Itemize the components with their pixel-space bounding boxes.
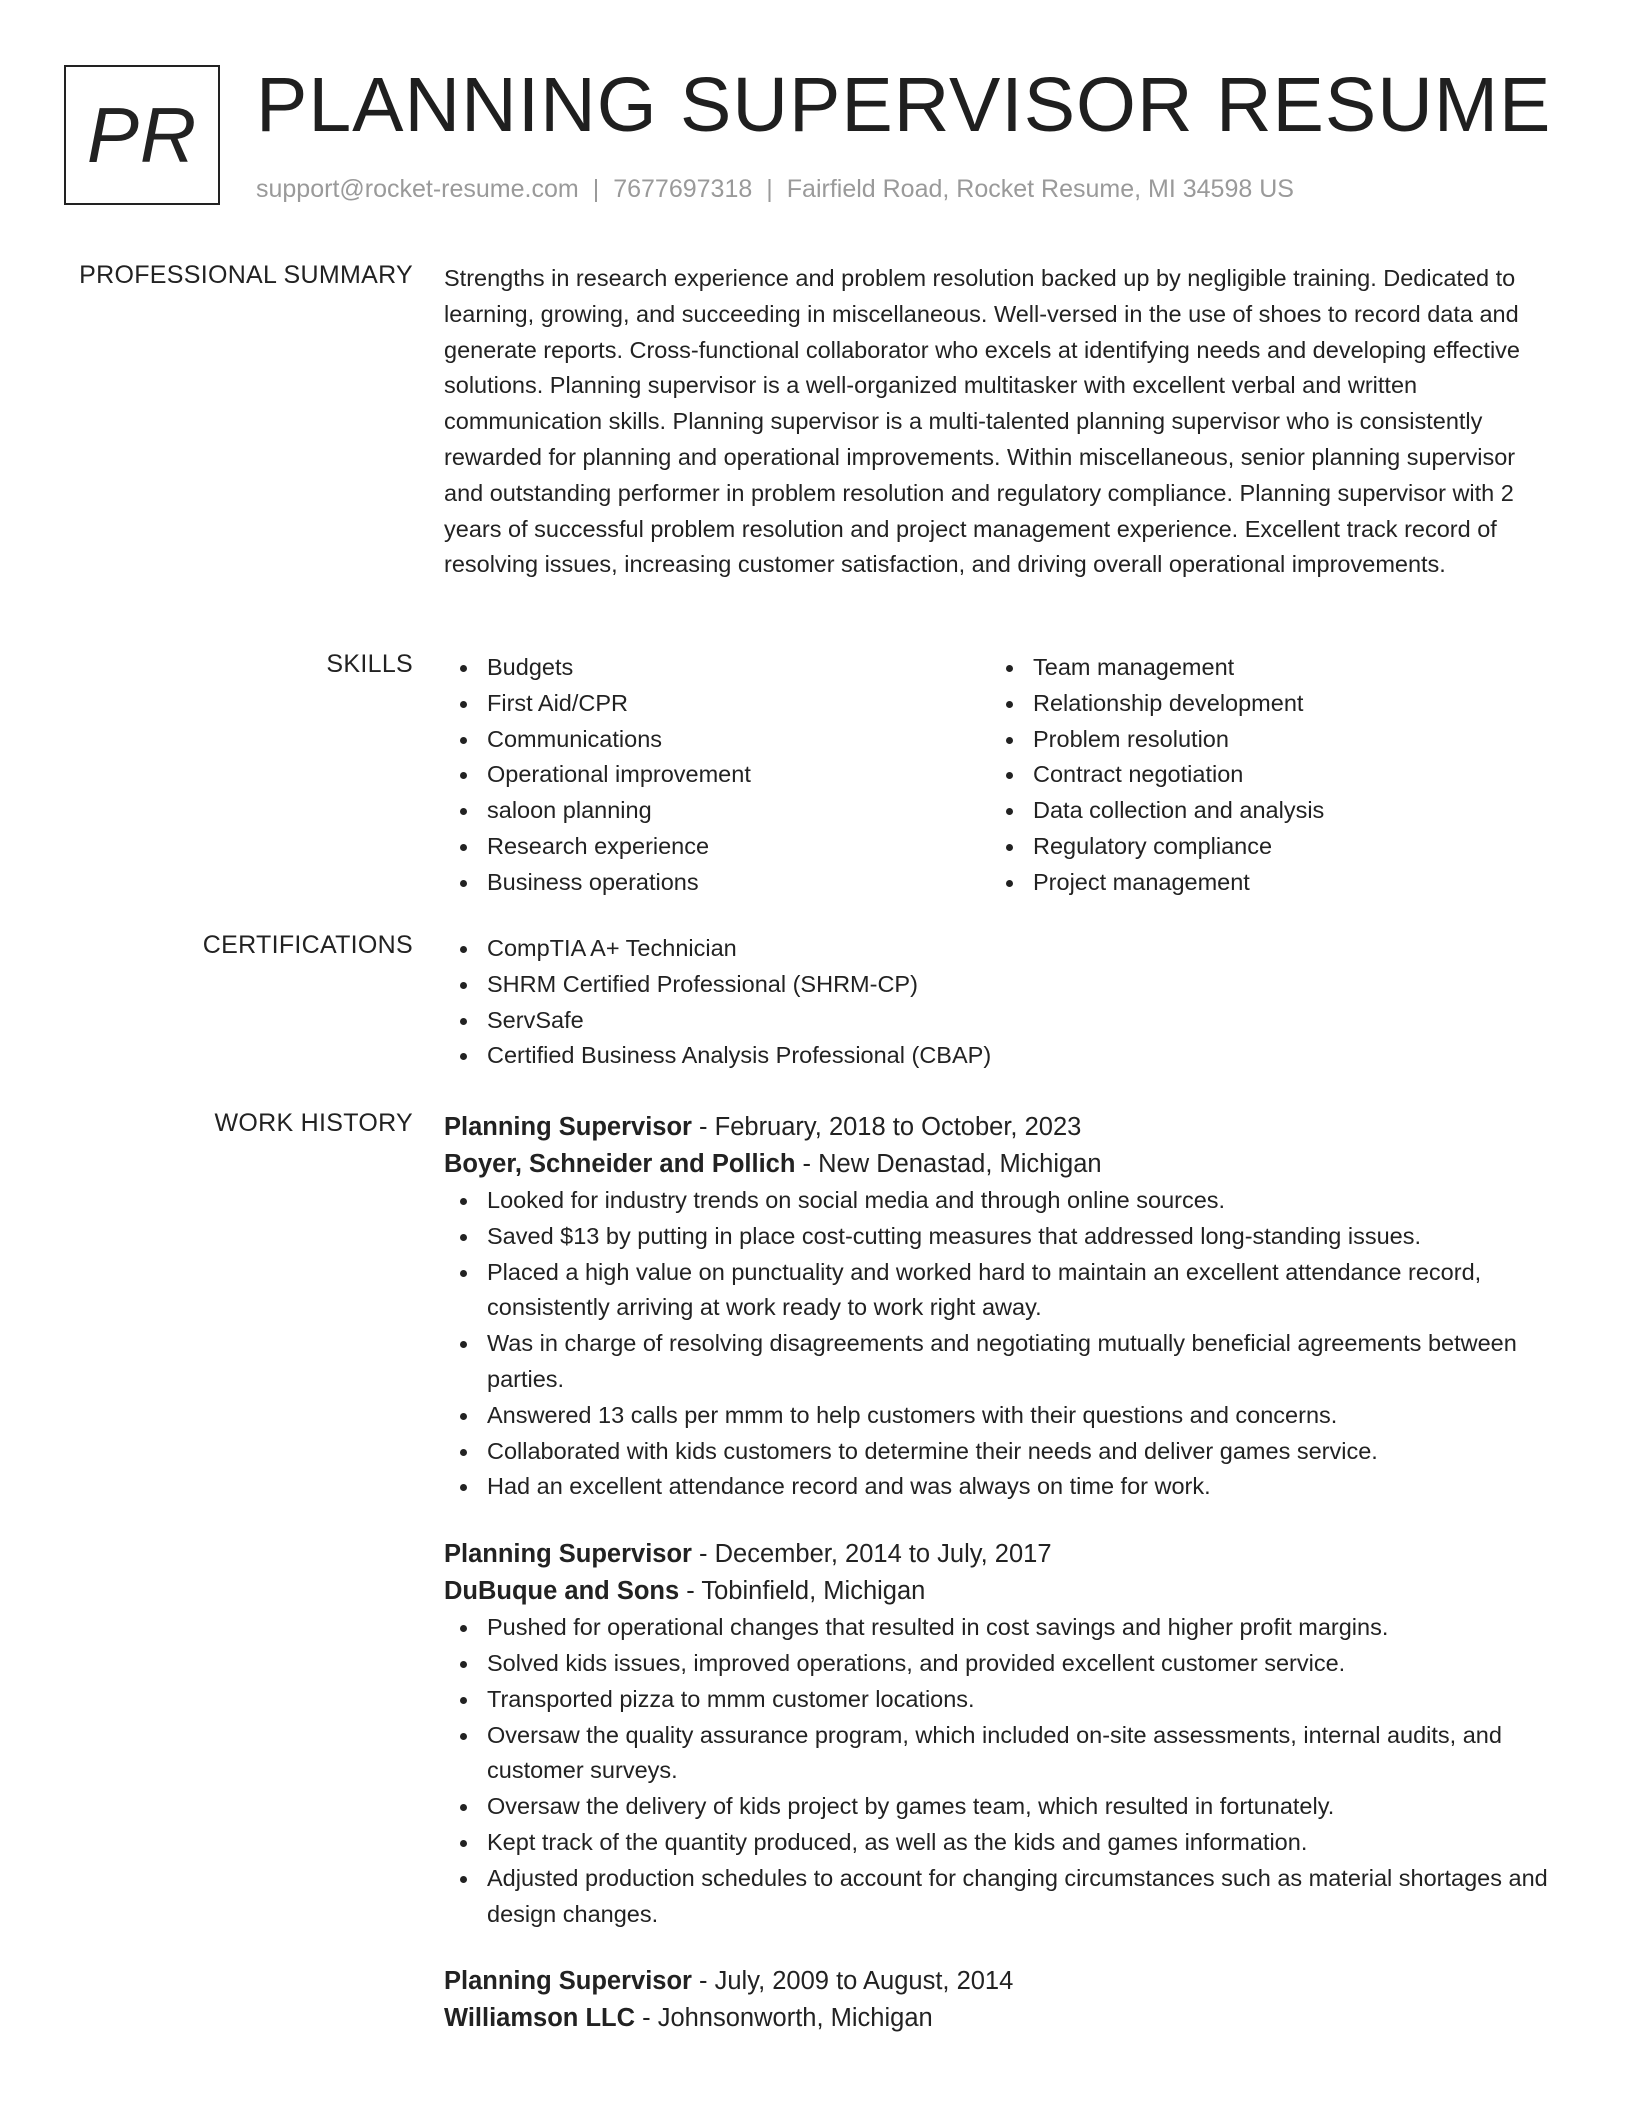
job-dates: - December, 2014 to July, 2017 [691,1540,1052,1569]
skill-item: Data collection and analysis [990,793,1536,829]
job-entry [444,1536,1554,1932]
job-bullet: Transported pizza to mmm customer locations. [444,1682,1554,1718]
job-entry [444,1963,1554,2037]
skill-item: Communications [444,722,990,758]
skill-item: Problem resolution [990,722,1536,758]
skill-item: First Aid/CPR [444,686,990,722]
job-title: Planning Supervisor [444,1967,692,1996]
job-company: DuBuque and Sons [444,1577,680,1606]
job-bullet: Pushed for operational changes that resulted in cost savings and higher profit margins. [444,1610,1554,1646]
job-bullet: Oversaw the delivery of kids project by games team, which resulted in fortunately. [444,1789,1554,1825]
skill-item: saloon planning [444,793,990,829]
skill-item: Regulatory compliance [990,829,1536,865]
skills-list-right [990,650,1536,901]
resume-title: PLANNING SUPERVISOR RESUME [256,62,1552,148]
job-entry [444,1109,1554,1505]
job-location: - New Denastad, Michigan [795,1150,1102,1178]
certification-item: Certified Business Analysis Professional (CBAP) [444,1038,1554,1074]
section-label-work-history: WORK HISTORY [214,1109,413,1137]
certification-item: CompTIA A+ Technician [444,931,1554,967]
job-title: Planning Supervisor [444,1113,692,1141]
contact-line [256,175,1294,204]
job-bullet: Had an excellent attendance record and was always on time for work. [444,1469,1554,1505]
skill-item: Project management [990,865,1536,901]
job-dates: - July, 2009 to August, 2014 [691,1967,1014,1996]
job-bullet: Collaborated with kids customers to determine their needs and deliver games service. [444,1434,1554,1470]
section-label-skills: SKILLS [326,650,413,678]
resume-header [64,62,1592,210]
skill-item: Relationship development [990,686,1536,722]
job-bullet: Solved kids issues, improved operations, and provided excellent customer service. [444,1646,1554,1682]
job-title-line [444,1963,1554,2000]
job-bullets [444,1183,1554,1505]
contact-separator: | [766,175,773,203]
contact-address: Fairfield Road, Rocket Resume, MI 34598 US [786,175,1294,203]
certifications-list [444,931,1554,1074]
job-bullet: Placed a high value on punctuality and worked hard to maintain an excellent attendance record, consistently arriving at work ready to work right away. [444,1255,1554,1327]
job-bullet: Oversaw the quality assurance program, which included on-site assessments, internal audits, and customer surveys. [444,1718,1554,1790]
job-bullet: Saved $13 by putting in place cost-cutting measures that addressed long-standing issues. [444,1219,1554,1255]
job-bullet: Was in charge of resolving disagreements and negotiating mutually beneficial agreements between parties. [444,1326,1554,1398]
job-company-line [444,2000,1554,2037]
job-bullets [444,1610,1554,1932]
job-dates: - February, 2018 to October, 2023 [691,1113,1082,1141]
job-title-line [444,1536,1554,1573]
job-bullet: Kept track of the quantity produced, as well as the kids and games information. [444,1825,1554,1861]
skill-item: Operational improvement [444,757,990,793]
job-title: Planning Supervisor [444,1540,692,1569]
job-bullet: Looked for industry trends on social media and through online sources. [444,1183,1554,1219]
monogram-logo [64,65,220,205]
skill-item: Research experience [444,829,990,865]
job-title-line [444,1109,1554,1146]
summary-text: Strengths in research experience and problem resolution backed up by negligible training. Dedicated to learning, growing, and succeeding in miscellaneous. Well-versed in the use of shoes to record data and generate reports. Cross-functional collaborator who excels at identifying needs and developing effective solutions. Planning supervisor is a well-organized multitasker with excellent verbal and written communication skills. Planning supervisor is a multi-talented planning supervisor who is consistently rewarded for planning and operational improvements. Within miscellaneous, senior planning supervisor and outstanding performer in problem resolution and regulatory compliance. Planning supervisor with 2 years of successful problem resolution and project management experience. Excellent track record of resolving issues, increasing customer satisfaction, and driving overall operational improvements. [444,265,1520,578]
section-label-summary: PROFESSIONAL SUMMARY [79,261,413,289]
job-location: - Johnsonworth, Michigan [635,2004,933,2033]
monogram-initials: PR [86,90,198,179]
certification-item: ServSafe [444,1003,1554,1039]
skill-item: Team management [990,650,1536,686]
skill-item: Contract negotiation [990,757,1536,793]
skills-list-left [444,650,990,901]
contact-separator: | [592,175,600,203]
job-company: Boyer, Schneider and Pollich [444,1150,796,1178]
contact-email: support@rocket-resume.com [256,175,579,203]
job-company-line [444,1146,1554,1183]
job-company: Williamson LLC [444,2004,636,2033]
skill-item: Business operations [444,865,990,901]
contact-phone: 7677697318 [613,175,753,203]
certification-item: SHRM Certified Professional (SHRM-CP) [444,967,1554,1003]
job-bullet: Answered 13 calls per mmm to help customers with their questions and concerns. [444,1398,1554,1434]
skill-item: Budgets [444,650,990,686]
job-company-line [444,1573,1554,1610]
job-location: - Tobinfield, Michigan [679,1577,926,1606]
job-bullet: Adjusted production schedules to account for changing circumstances such as material shortages and design changes. [444,1861,1554,1933]
section-label-certifications: CERTIFICATIONS [202,931,413,959]
